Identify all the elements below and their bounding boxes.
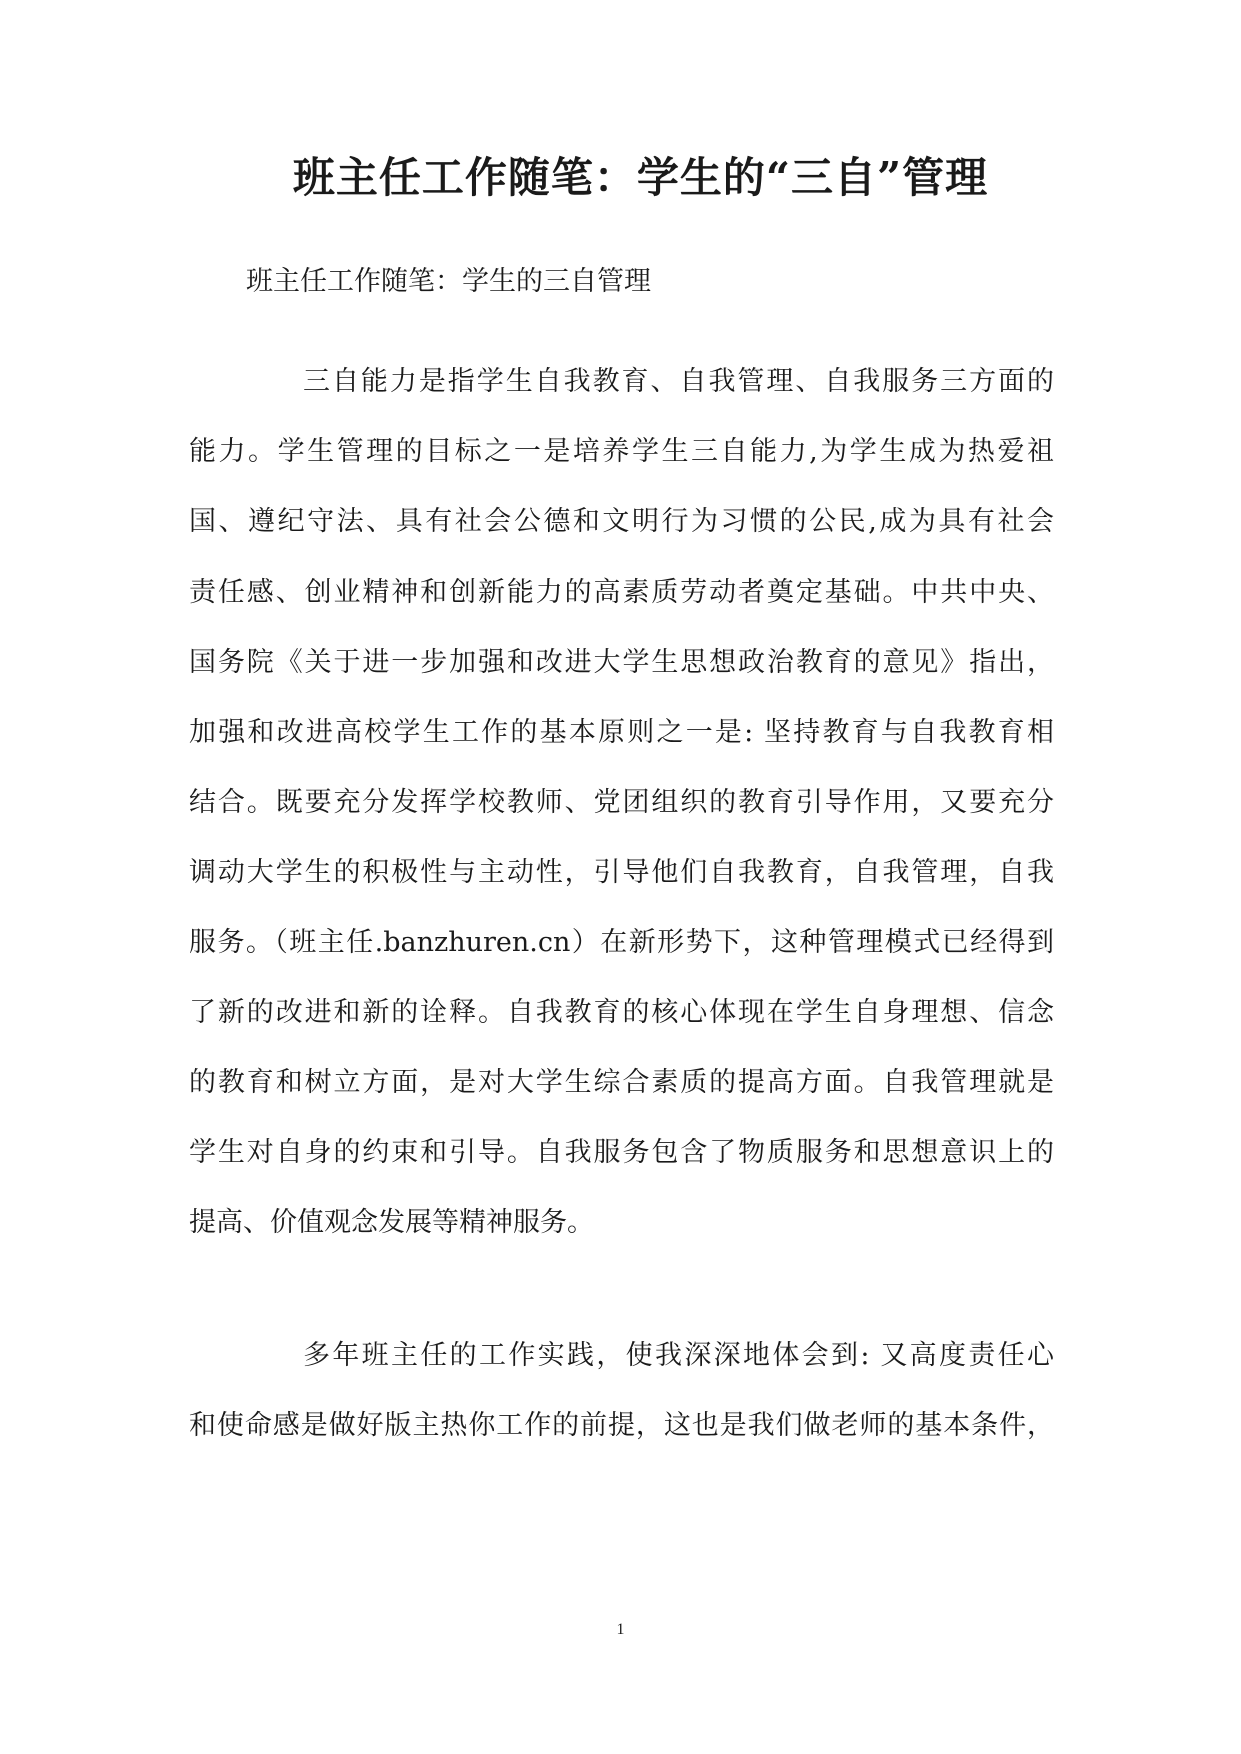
- paragraph-line: 结合。既要充分发挥学校教师、党团组织的教育引导作用，又要充分: [189, 787, 1054, 818]
- paragraph-line: 的教育和树立方面，是对大学生综合素质的提高方面。自我管理就是: [189, 1067, 1054, 1098]
- paragraph-line: 国、遵纪守法、具有社会公德和文明行为习惯的公民,成为具有社会: [189, 506, 1054, 537]
- paragraph-line: 提高、价值观念发展等精神服务。: [189, 1207, 594, 1238]
- paragraph-line: 能力。学生管理的目标之一是培养学生三自能力,为学生成为热爱祖: [189, 436, 1054, 467]
- document-title: 班主任工作随笔：学生的“三自”管理: [292, 153, 989, 202]
- paragraph-line: 和使命感是做好版主热你工作的前提，这也是我们做老师的基本条件，: [189, 1410, 1054, 1441]
- paragraph-line: 加强和改进高校学生工作的基本原则之一是: 坚持教育与自我教育相: [189, 717, 1054, 748]
- paragraph-line: 了新的改进和新的诠释。自我教育的核心体现在学生自身理想、信念: [189, 997, 1054, 1028]
- paragraph-line: 服务。（班主任.banzhuren.cn）在新形势下，这种管理模式已经得到: [189, 927, 1054, 958]
- paragraph-line: 三自能力是指学生自我教育、自我管理、自我服务三方面的: [303, 366, 1054, 397]
- paragraph-line: 多年班主任的工作实践，使我深深地体会到: 又高度责任心: [303, 1340, 1054, 1371]
- paragraph-line: 责任感、创业精神和创新能力的高素质劳动者奠定基础。中共中央、: [189, 577, 1054, 608]
- document-subtitle: 班主任工作随笔：学生的三自管理: [246, 266, 651, 297]
- paragraph-line: 学生对自身的约束和引导。自我服务包含了物质服务和思想意识上的: [189, 1137, 1054, 1168]
- page-number: 1: [616, 1621, 625, 1638]
- paragraph-line: 国务院《关于进一步加强和改进大学生思想政治教育的意见》指出，: [189, 647, 1054, 678]
- paragraph-line: 调动大学生的积极性与主动性，引导他们自我教育，自我管理，自我: [189, 857, 1054, 888]
